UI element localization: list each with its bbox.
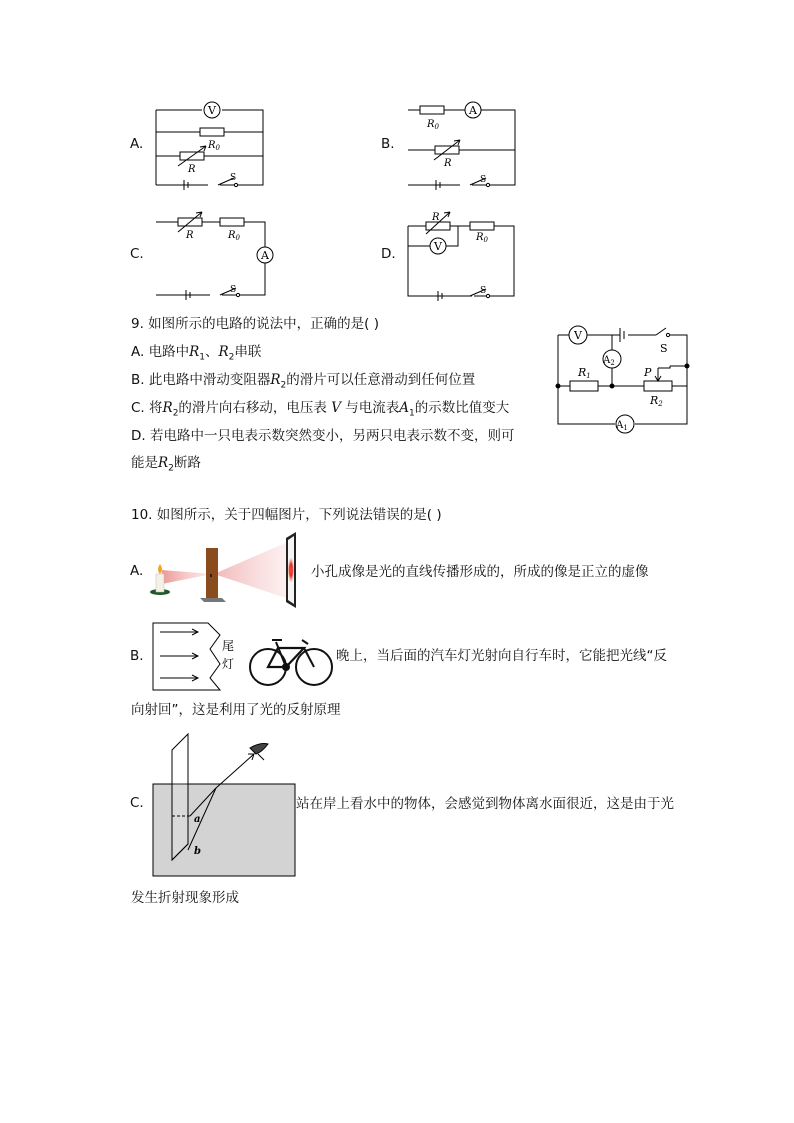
voltmeter-label: V [208,104,216,117]
q9-stem: 9. 如图所示的电路的说法中，正确的是( ) [131,316,379,332]
bicycle-icon [250,640,332,685]
svg-text:A: A [469,104,477,117]
circuit-d [402,210,524,302]
svg-text:b: b [194,846,201,857]
svg-text:A2: $A_2$ [603,355,615,367]
q9-option-b: B. 此电路中滑动变阻器$R_2$的滑片可以任意滑动到任何位置 [131,372,476,391]
circuit-a [150,98,270,190]
q9-option-a: A. 电路中$R_1$、$R_2$串联 [131,344,262,363]
svg-text:S: S [230,285,237,295]
svg-text:R: R [188,164,196,175]
svg-text:R: R [444,158,452,169]
svg-text:V: V [434,240,442,253]
resistor-r0 [200,128,224,136]
q10-stem: 10. 如图所示，关于四幅图片，下列说法错误的是( ) [131,507,442,523]
q10-option-a-letter: A. [130,563,144,579]
svg-text:S: S [230,173,237,183]
svg-text:R: R [186,230,194,241]
refraction-image [152,732,298,878]
svg-text:S: S [480,286,487,296]
svg-text:a: a [194,814,201,825]
option-b-letter: B. [381,136,395,152]
svg-text:S: S [480,175,487,185]
svg-text:A1: $A_1$ [616,420,628,432]
svg-text:A: A [261,249,269,262]
q10-option-c-letter: C. [130,795,144,811]
svg-text:V: V [574,329,582,342]
svg-text:R1: R1 [578,366,591,380]
q9-circuit [552,322,692,438]
svg-text:尾: 尾 [222,639,235,653]
q10-option-b-text-line1: 晚上，当后面的汽车灯光射向自行车时，它能把光线“反 [336,648,667,664]
svg-text:S: S [660,342,668,355]
option-d-letter: D. [381,246,396,262]
svg-text:R0: $R_0$ [228,230,240,242]
q10-option-b-text-line2: 向射回”，这是利用了光的反射原理 [131,702,341,718]
svg-text:R0: $R_0$ [208,140,220,152]
svg-text:R: R [432,212,440,223]
q10-option-a-text: 小孔成像是光的直线传播形成的，所成的像是正立的虚像 [311,564,649,580]
svg-text:R2: R2 [650,394,663,408]
q9-option-d-line2: 能是$R_2$断路 [131,455,201,474]
svg-text:R0: $R_0$ [476,232,488,244]
q10-option-b-letter: B. [130,648,144,664]
svg-text:P: P [644,366,652,379]
option-a-letter: A. [130,136,144,152]
q9-option-c: C. 将$R_2$的滑片向右移动，电压表 V 与电流表$A_1$的示数比值变大 [131,400,510,419]
svg-text:灯: 灯 [222,657,235,671]
svg-text:R0: $R_0$ [427,119,439,131]
q10-option-c-text-line1: 站在岸上看水中的物体，会感觉到物体离水面很近，这是由于光 [296,796,674,812]
pinhole-camera-image [150,530,312,608]
bicycle-reflector-image [152,622,336,692]
circuit-b [402,98,524,190]
q10-option-c-text-line2: 发生折射现象形成 [131,890,239,906]
circuit-c [150,210,276,302]
option-c-letter: C. [130,246,144,262]
q9-option-d-line1: D. 若电路中一只电表示数突然变小，另两只电表示数不变，则可 [131,428,515,444]
